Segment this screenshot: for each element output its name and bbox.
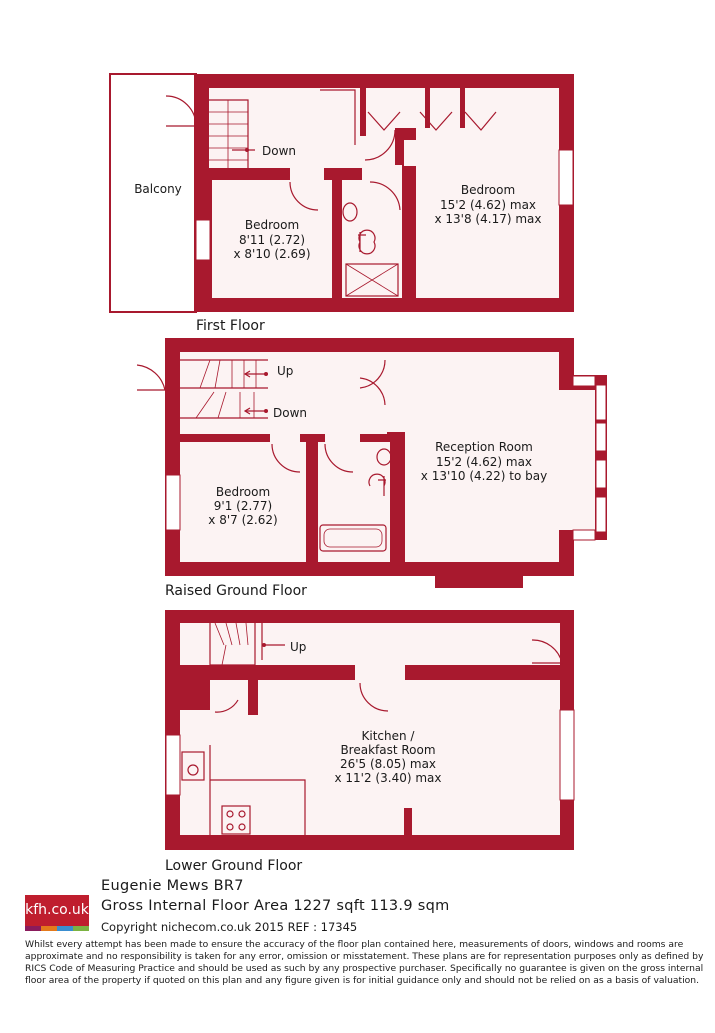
disclaimer-text: Whilst every attempt has been made to ensure the accuracy of the floor plan contained here, measurements of doors, windows and rooms are approximate and no responsibility is taken for any error, omission or misstatement. These plans are for representation purposes only as defined by RICS Code of Measuring Practice and should be used as such by any prospective purchaser. Specifically no guarantee is given on the gross internal floor area of the property if quoted on this plan and any figure given is for initial guidance only and should not be relied on as a basis of valuation. xyxy=(25,939,704,986)
kitchen-dim1: 26'5 (8.05) max xyxy=(339,757,437,771)
raised-bedroom-dim2: x 8'7 (2.62) xyxy=(208,513,278,527)
logo-text: kfh.co.uk xyxy=(25,895,89,926)
reception-dim1: 15'2 (4.62) max xyxy=(435,455,533,469)
window xyxy=(573,530,595,540)
raised-ground-floor-plan xyxy=(137,338,607,588)
bedroom-large-dim2: x 13'8 (4.17) max xyxy=(434,212,542,226)
kfh-logo[interactable] xyxy=(25,895,89,931)
window xyxy=(166,475,180,530)
raised-down-label: Down xyxy=(273,406,308,420)
reception-name: Reception Room xyxy=(435,440,533,454)
window xyxy=(573,376,595,386)
raised-bedroom-name: Bedroom xyxy=(215,485,271,499)
bay-window xyxy=(596,385,606,420)
bay-window xyxy=(596,423,606,451)
lower-ground-floor-plan xyxy=(165,610,574,850)
lower-ground-floor-title: Lower Ground Floor xyxy=(165,858,303,874)
bedroom-small-dim2: x 8'10 (2.69) xyxy=(233,247,311,261)
raised-bedroom-dim1: 9'1 (2.77) xyxy=(213,499,273,513)
bedroom-small-dim1: 8'11 (2.72) xyxy=(238,233,306,247)
kitchen-dim2: x 11'2 (3.40) max xyxy=(334,771,442,785)
window xyxy=(166,735,180,795)
bay-window xyxy=(596,460,606,488)
bay-window xyxy=(596,497,606,532)
balcony-label: Balcony xyxy=(134,182,182,196)
kitchen-name1: Kitchen / xyxy=(361,729,415,743)
lower-up-label: Up xyxy=(290,640,307,654)
window xyxy=(560,710,574,800)
logo-color-strip xyxy=(25,926,89,931)
window xyxy=(559,150,573,205)
property-name: Eugenie Mews BR7 xyxy=(101,878,244,894)
first-floor-title: First Floor xyxy=(196,318,265,334)
raised-bathroom xyxy=(318,442,390,562)
reception-dim2: x 13'10 (4.22) to bay xyxy=(420,469,548,483)
first-floor-plan xyxy=(110,74,574,312)
copyright-text: Copyright nichecom.co.uk 2015 REF : 17345 xyxy=(101,920,358,934)
kitchen-name2: Breakfast Room xyxy=(340,743,436,757)
first-floor-down-label: Down xyxy=(262,144,297,158)
bedroom-large-name: Bedroom xyxy=(460,183,516,197)
raised-up-label: Up xyxy=(277,364,294,378)
bedroom-small-name: Bedroom xyxy=(244,218,300,232)
bedroom-large-dim1: 15'2 (4.62) max xyxy=(439,198,537,212)
floor-area: Gross Internal Floor Area 1227 sqft 113.9 sqm xyxy=(101,898,450,914)
window xyxy=(196,220,210,260)
raised-ground-floor-title: Raised Ground Floor xyxy=(165,583,307,599)
